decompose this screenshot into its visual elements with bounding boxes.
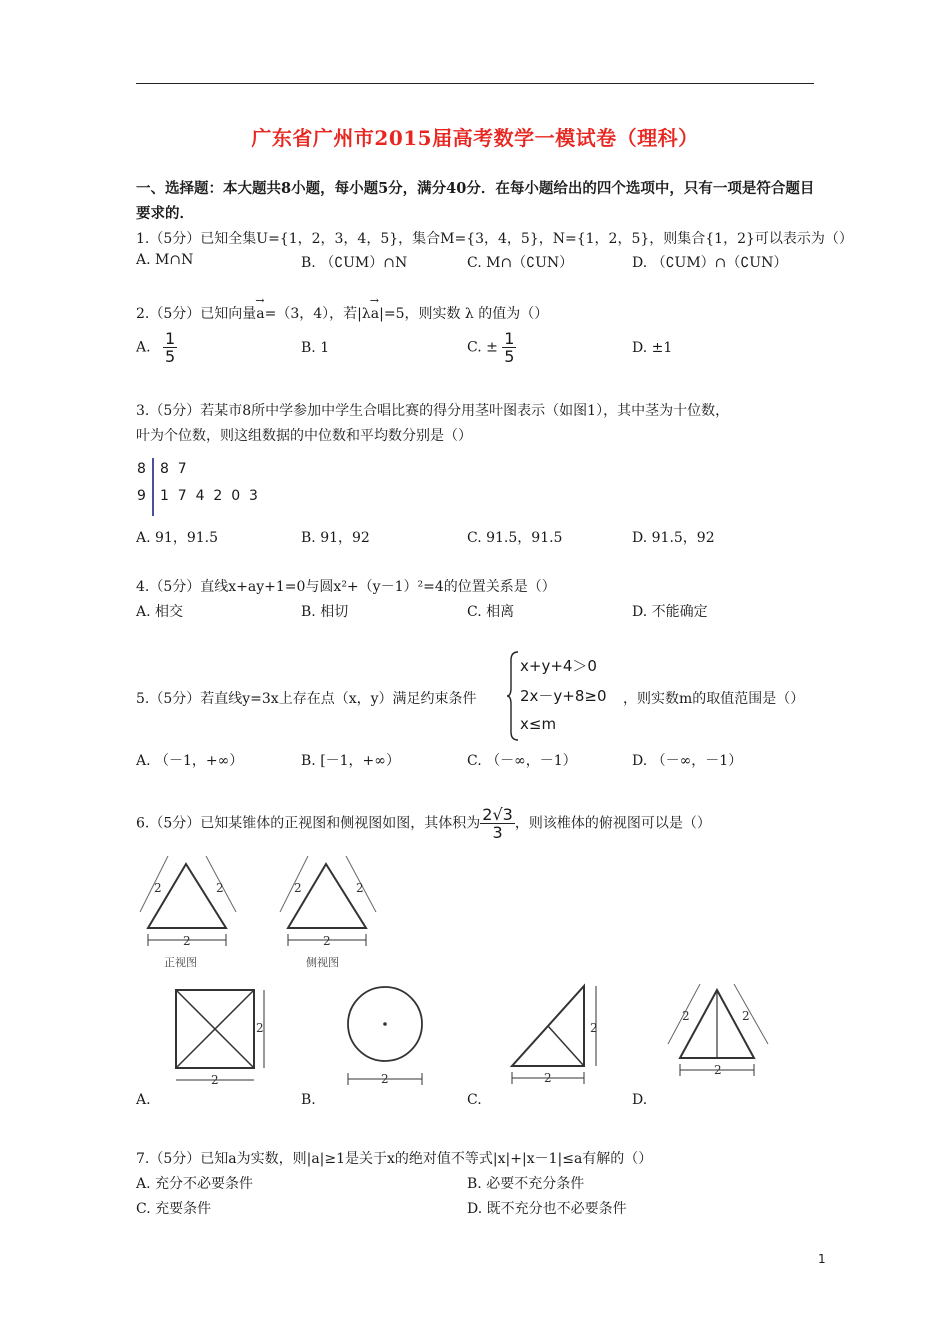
- dim-bottom: 2: [323, 934, 331, 948]
- dim-bottom: 2: [714, 1063, 722, 1077]
- dim-left: 2: [294, 881, 302, 895]
- q3-option-c: C. 91.5，91.5: [467, 530, 563, 546]
- q1-option-c: C. M∩（∁UN）: [467, 255, 574, 271]
- dim-right: 2: [590, 1021, 598, 1035]
- option-d-figure: [662, 980, 777, 1090]
- frac-den: 5: [165, 347, 176, 366]
- constraint-1: x+y+4＞0: [520, 657, 597, 675]
- dim-bottom: 2: [381, 1072, 389, 1086]
- dim-right: 2: [742, 1009, 750, 1023]
- question-5-prefix: 5.（5分）若直线y=3x上存在点（x，y）满足约束条件: [136, 691, 477, 707]
- vector-a-2: → a: [371, 300, 379, 322]
- q3-option-d: D. 91.5，92: [632, 530, 715, 546]
- q2-prefix: 2.（5分）已知向量: [136, 306, 257, 322]
- q6-option-a: A.: [136, 1092, 151, 1108]
- q5-option-a: A. （－1，+∞）: [136, 753, 244, 769]
- constraint-3: x≤m: [520, 715, 557, 733]
- q2-option-c: [467, 330, 516, 365]
- stem-leaf-divider: [152, 458, 154, 516]
- frac-den: 5: [504, 347, 515, 366]
- option-c-figure: [504, 972, 614, 1090]
- side-view-figure: [276, 852, 386, 972]
- q2-option-b: B. 1: [301, 340, 330, 356]
- q7-option-b: B. 必要不充分条件: [467, 1176, 585, 1192]
- stem-9: 9: [137, 488, 146, 504]
- q6-prefix: 6.（5分）已知某锥体的正视图和侧视图如图，其体积为: [136, 815, 481, 832]
- q4-option-c: C. 相离: [467, 604, 515, 620]
- leaves-9: 1 7 4 2 0 3: [160, 488, 258, 504]
- q5-option-b: B. [－1，+∞）: [301, 753, 400, 769]
- q2-option-a: [136, 330, 177, 365]
- q2-option-a-label: A.: [136, 339, 151, 356]
- q3-option-b: B. 91，92: [301, 530, 370, 546]
- front-view-figure: [136, 852, 246, 972]
- constraint-2: 2x－y+8≥0: [520, 687, 607, 705]
- option-b-figure: [340, 980, 450, 1090]
- dim-left: 2: [682, 1009, 690, 1023]
- q2-mid: =（3，4），若|λ: [264, 306, 371, 322]
- frac-num: 2√3: [482, 805, 513, 824]
- q5-option-d: D. （－∞，－1）: [632, 753, 743, 769]
- section-heading: 一、选择题：本大题共8小题，每小题5分，满分40分．在每小题给出的四个选项中，只有一项是符合题目要求的．: [136, 180, 815, 222]
- question-4-stem: 4.（5分）直线x+ay+1=0与圆x²+（y－1）²=4的位置关系是（）: [136, 579, 556, 595]
- stem-8: 8: [137, 461, 146, 477]
- question-1-stem: 1.（5分）已知全集U={1，2，3，4，5}，集合M={3，4，5}，N={1，2，5}，则集合{1，2}可以表示为（）: [136, 231, 853, 247]
- frac-num: 1: [504, 329, 515, 348]
- dim-left: 2: [154, 881, 162, 895]
- question-3-stem-line1: 3.（5分）若某市8所中学参加中学生合唱比赛的得分用茎叶图表示（如图1），其中茎为十位数，: [136, 403, 730, 419]
- q2-suffix: |=5，则实数 λ 的值为（）: [379, 306, 549, 322]
- fraction-volume: [480, 806, 515, 841]
- frac-den: 3: [492, 823, 503, 842]
- vector-a: → a: [256, 300, 264, 322]
- q6-option-b: B.: [301, 1092, 316, 1108]
- q4-option-b: B. 相切: [301, 604, 349, 620]
- q7-option-d: D. 既不充分也不必要条件: [467, 1201, 627, 1217]
- q4-option-a: A. 相交: [136, 604, 184, 620]
- dim-bottom: 2: [211, 1073, 219, 1087]
- option-a-figure: [166, 980, 276, 1090]
- question-3-stem-line2: 叶为个位数，则这组数据的中位数和平均数分别是（）: [136, 428, 472, 444]
- side-view-label: 侧视图: [306, 956, 339, 969]
- q1-option-b: B. （∁UM）∩N: [301, 255, 408, 271]
- q7-option-c: C. 充要条件: [136, 1201, 212, 1217]
- q7-option-a: A. 充分不必要条件: [136, 1176, 254, 1192]
- q1-option-d: D. （∁UM）∩（∁UN）: [632, 255, 788, 271]
- page-number: 1: [818, 1252, 826, 1266]
- dim-right: 2: [356, 881, 364, 895]
- q2-option-c-label: C. ±: [467, 339, 498, 356]
- brace-icon: [506, 650, 520, 742]
- dim-bottom: 2: [544, 1071, 552, 1085]
- constraint-system: [506, 650, 626, 742]
- q6-option-d: D.: [632, 1092, 648, 1108]
- question-7-stem: 7.（5分）已知a为实数，则|a|≥1是关于x的绝对值不等式|x|+|x－1|≤a有解的（）: [136, 1151, 653, 1167]
- q2-option-d: D. ±1: [632, 340, 673, 356]
- fraction-one-fifth: [163, 330, 177, 365]
- q3-option-a: A. 91，91.5: [136, 530, 218, 546]
- q5-option-c: C. （－∞，－1）: [467, 753, 577, 769]
- leaves-8: 8 7: [160, 461, 187, 477]
- q6-suffix: ，则该椎体的俯视图可以是（）: [514, 815, 711, 832]
- dim-bottom: 2: [183, 934, 191, 948]
- q4-option-d: D. 不能确定: [632, 604, 708, 620]
- fraction-one-fifth: [502, 330, 516, 365]
- front-view-label: 正视图: [164, 956, 197, 969]
- question-2-stem: [136, 300, 548, 323]
- dim-right: 2: [216, 881, 224, 895]
- page-title: 广东省广州市2015届高考数学一模试卷（理科）: [251, 126, 699, 150]
- question-6-stem: [136, 806, 711, 841]
- frac-num: 1: [165, 329, 176, 348]
- dim-right: 2: [256, 1021, 264, 1035]
- question-5-suffix: ，则实数m的取值范围是（）: [623, 691, 805, 707]
- q1-option-a: A. M∩N: [136, 252, 194, 268]
- q6-option-c: C.: [467, 1092, 482, 1108]
- header-rule: [136, 83, 814, 84]
